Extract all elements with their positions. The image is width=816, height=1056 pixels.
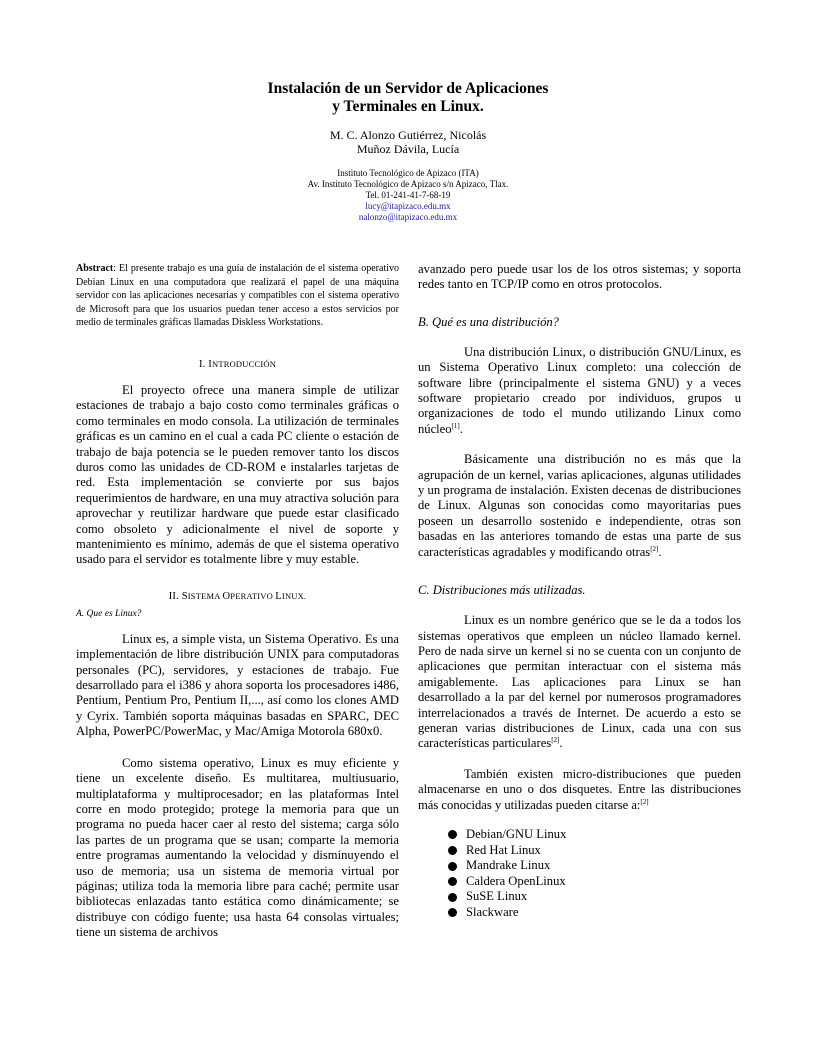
list-item-label: SuSE Linux bbox=[466, 889, 528, 904]
popular-distros-paragraph-2 bbox=[418, 767, 741, 813]
abstract-label: Abstract bbox=[76, 263, 114, 274]
citation-ref: [2] bbox=[551, 736, 560, 745]
section-2-numeral: II. S bbox=[168, 590, 188, 602]
bullet-icon bbox=[448, 877, 457, 886]
list-item bbox=[448, 889, 741, 905]
affiliation bbox=[0, 168, 816, 223]
abstract bbox=[76, 262, 399, 330]
list-item bbox=[448, 858, 741, 874]
punctuation: . bbox=[559, 736, 563, 751]
distribution-paragraph-1 bbox=[418, 345, 741, 437]
bullet-icon bbox=[448, 830, 457, 839]
citation-ref: [2] bbox=[640, 797, 649, 806]
abstract-text: : El presente trabajo es una guía de instalación de el sistema operativo Debian Linux en una computadora que realizará el papel de una máquina servidor con las aplicaciones necesarias y compatibles con el sistema operativo de Microsoft para que los usuarios puedan tener acceso a estos servicios por medio de terminales gráficas llamadas Diskless Workstations. bbox=[76, 263, 399, 329]
list-item-label: Slackware bbox=[466, 904, 519, 919]
distribution-paragraph-2-text: Básicamente una distribución no es más que la agrupación de un kernel, varias aplicaciones, algunas utilidades y un programa de instalación. Existen decenas de distribuciones de Linux. Algunas son conocidas como mayoritarias pues poseen un desarrollo sostenido e independiente, otras son basadas en las anteriores tomando de estas una parte de sus características agradables y modificando otras bbox=[418, 452, 741, 559]
title-line-2: y Terminales en Linux. bbox=[332, 98, 484, 115]
section-2-title-part: ISTEMA bbox=[187, 590, 223, 601]
title-line-1: Instalación de un Servidor de Aplicaciones bbox=[267, 80, 549, 97]
list-item bbox=[448, 827, 741, 843]
popular-distros-paragraph-2-text: También existen micro-distribuciones que pueden almacenarse en uno o dos disquetes. Entre las distribuciones más conocidas y utilizadas pueden citarse a: bbox=[418, 766, 741, 812]
bullet-icon bbox=[448, 908, 457, 917]
subsection-c-heading: C. Distribuciones más utilizadas. bbox=[418, 583, 586, 598]
email-link-1[interactable]: lucy@itapizaco.edu.mx bbox=[365, 201, 451, 211]
list-item bbox=[448, 874, 741, 890]
section-1-numeral: I. I bbox=[198, 358, 212, 370]
linux-paragraph-1: Linux es, a simple vista, un Sistema Operativo. Es una implementación de libre distribución UNIX para computadoras personales (PC), servidores, y estaciones de trabajo. Fue desarrollado para el i386 y ahora soporta los procesadores i486, Pentium, Pentium Pro, Pentium II,..., así como los clones AMD y Cyrix. También soporta máquinas basadas en SPARC, DEC Alpha, PowerPC/PowerMac, y Mac/Amiga Motorola 680x0. bbox=[76, 631, 399, 739]
affiliation-institute: Instituto Tecnológico de Apizaco (ITA) bbox=[337, 168, 479, 178]
distribution-paragraph-2 bbox=[418, 452, 741, 560]
bullet-icon bbox=[448, 846, 457, 855]
right-column bbox=[418, 262, 741, 921]
linux-paragraph-2-continued: avanzado pero puede usar los de los otros sistemas; y soporta redes tanto en TCP/IP como en otros protocolos. bbox=[418, 262, 741, 292]
email-link-2[interactable]: nalonzo@itapizaco.edu.mx bbox=[358, 212, 458, 222]
list-item bbox=[448, 905, 741, 921]
distribution-paragraph-1-text: Una distribución Linux, o distribución GNU/Linux, es un Sistema Operativo Linux completo: una colección de software libre (principalmente el sistema GNU) y a veces software propietario creado por individuos, grupos u organizaciones de todo el mundo utilizando Linux como núcleo bbox=[418, 344, 741, 436]
section-1-title: NTRODUCCIÓN bbox=[211, 358, 277, 369]
linux-paragraph-2: Como sistema operativo, Linux es muy eficiente y tiene un excelente diseño. Es multitarea, multiusuario, multiplataforma y multiprocesador; en las plataformas Intel corre en modo protegido; protege la memoria para que un programa no pueda hacer caer al resto del sistema; carga sólo las partes de un programa que se usan; comparte la memoria entre programas aumentando la velocidad y disminuyendo el uso de memoria; usa un sistema de memoria virtual por páginas; utiliza toda la memoria libre para caché; permite usar bibliotecas enlazadas tanto estática como dinámicamente; se distribuye con código fuente; usa hasta 64 consolas virtuales; tiene un sistema de archivos bbox=[76, 755, 399, 940]
list-item-label: Red Hat Linux bbox=[466, 842, 541, 857]
punctuation: . bbox=[459, 421, 463, 436]
paper-title bbox=[0, 80, 816, 116]
section-2-title-part: PERATIVO bbox=[230, 590, 276, 601]
authors bbox=[0, 128, 816, 156]
left-column bbox=[76, 262, 399, 941]
popular-distros-paragraph-1 bbox=[418, 613, 741, 752]
distribution-list bbox=[418, 827, 741, 921]
authors-line-1: M. C. Alonzo Gutiérrez, Nicolás bbox=[329, 128, 487, 142]
section-2-title-part: INUX. bbox=[281, 590, 307, 601]
section-2-title-part: O bbox=[222, 590, 231, 602]
section-2-title-part: L bbox=[275, 590, 282, 602]
subsection-a-heading: A. Que es Linux? bbox=[76, 608, 142, 619]
section-1-heading bbox=[76, 359, 399, 370]
affiliation-phone: Tel. 01-241-41-7-68-19 bbox=[365, 190, 451, 200]
list-item-label: Debian/GNU Linux bbox=[466, 826, 567, 841]
list-item-label: Mandrake Linux bbox=[466, 858, 551, 873]
subsection-b-heading: B. Qué es una distribución? bbox=[418, 314, 559, 329]
citation-ref: [1] bbox=[451, 421, 460, 430]
popular-distros-paragraph-1-text: Linux es un nombre genérico que se le da a todos los sistemas operativos que empleen un núcleo llamado kernel. Pero de nada sirve un kernel si no se cuenta con un conjunto de aplicaciones que permitan interactuar con el sistema más amigablemente. Las aplicaciones para Linux se han desarrollado a la par del kernel por numerosos programadores interrelacionados a través de Internet. De acuerdo a esto se generan varias distribuciones de Linux, cada una con sus características particulares bbox=[418, 613, 741, 751]
punctuation: . bbox=[658, 544, 662, 559]
citation-ref: [2] bbox=[650, 544, 659, 553]
bullet-icon bbox=[448, 862, 457, 871]
intro-paragraph: El proyecto ofrece una manera simple de utilizar estaciones de trabajo a bajo costo como terminales gráficas o como terminales en modo consola. La utilización de terminales gráficas es un camino en el cual a cada PC cliente o estación de trabajo de baja potencia se le pueden remover tanto los discos duros como las unidades de CD-ROM e instalarles tarjetas de red. Esta implementación se convierte por sus bajos requerimientos de hardware, en una muy atractiva solución para aprovechar y reutilizar hardware que puede estar clasificado como obsoleto y adicionalmente el nivel de soporte y mantenimiento es mínimo, además de que el sistema operativo usado para el servidor es totalmente libre y muy estable. bbox=[76, 382, 399, 567]
authors-line-2: Muñoz Dávila, Lucía bbox=[356, 142, 460, 156]
affiliation-address: Av. Instituto Tecnológico de Apizaco s/n Apizaco, Tlax. bbox=[307, 179, 509, 189]
bullet-icon bbox=[448, 893, 457, 902]
list-item-label: Caldera OpenLinux bbox=[466, 873, 566, 888]
list-item bbox=[448, 843, 741, 859]
section-2-heading bbox=[76, 591, 399, 602]
